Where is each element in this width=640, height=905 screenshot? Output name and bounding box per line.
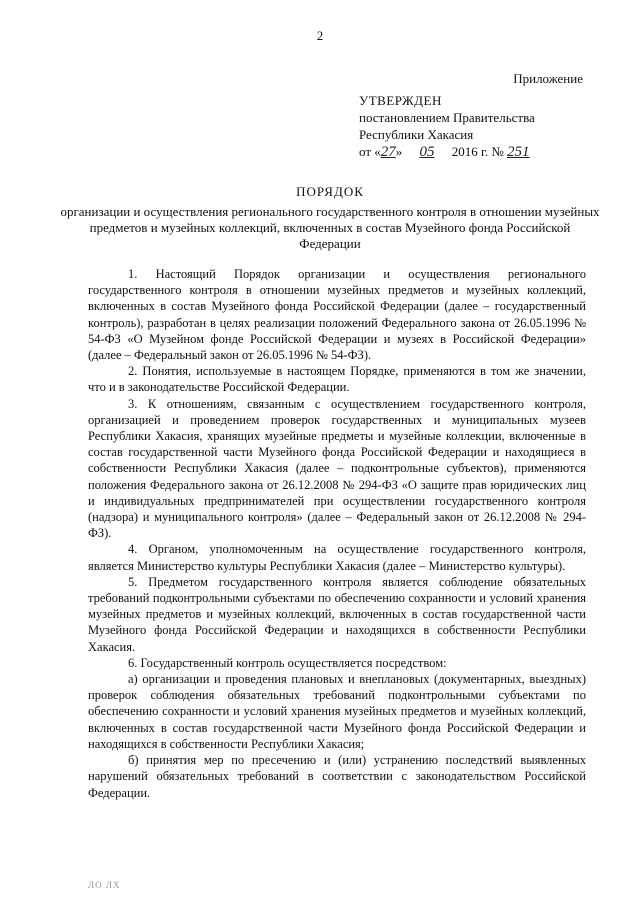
appendix-label: Приложение bbox=[513, 71, 583, 86]
paragraph-6: 6. Государственный контроль осуществляется посредством: bbox=[128, 655, 447, 670]
paragraph-6a: а) организации и проведения плановых и внеплановых (документарных, выездных) проверок соблюдения обязательных требований подконтрольными субъектами по обеспечению сохранности и условий хранения музейных предметов и музейных коллекций, включенных в состав государственной части Музейного фонда Российской Федерации и находящихся в собственности Республики Хакасия; bbox=[88, 672, 586, 751]
approval-stamp bbox=[359, 70, 589, 161]
date-prefix: от « bbox=[359, 144, 381, 159]
document-body bbox=[88, 266, 586, 801]
paragraph-1: 1. Настоящий Порядок организации и осуществления регионального государственного контроля в отношении музейных предметов и музейных коллекций, включенных в состав Музейного фонда Российской Федерации (далее – государственный контроль), разработан в целях реализации положений Федерального закона от 26.05.1996 № 54-ФЗ «О Музейном фонде Российской Федерации и музеях в Российской Федерации» (далее – Федеральный закон от 26.05.1996 № 54-ФЗ). bbox=[88, 267, 586, 363]
date-year: 2016 г. № bbox=[451, 144, 504, 159]
paragraph-5: 5. Предметом государственного контроля является соблюдение обязательных требований подконтрольными субъектами по обеспечению сохранности и условий хранения музейных предметов и музейных коллекций, включенных в состав государственной части Музейного фонда Российской Федерации и находящихся в собственности Республики Хакасия. bbox=[88, 574, 586, 654]
approval-date-line bbox=[359, 143, 589, 161]
date-mid: » bbox=[395, 144, 403, 159]
approval-line-2: Республики Хакасия bbox=[359, 127, 474, 142]
document-title: ПОРЯДОК bbox=[296, 184, 364, 199]
document-title-block bbox=[60, 184, 600, 252]
date-month: 05 bbox=[419, 144, 435, 160]
paragraph-4: 4. Органом, уполномоченным на осуществление государственного контроля, является Министерство культуры Республики Хакасия (далее – Министерство культуры). bbox=[88, 542, 586, 573]
approved-label: УТВЕРЖДЕН bbox=[359, 93, 442, 108]
footer-mark: ЛО ЛХ bbox=[88, 880, 121, 890]
document-subtitle: организации и осуществления регионального государственного контроля в отношении музейных предметов и музейных коллекций, включенных в состав Музейного фонда Российской Федерации bbox=[60, 204, 600, 251]
decree-number: 251 bbox=[507, 144, 530, 160]
date-day: 27 bbox=[380, 144, 396, 160]
page-number: 2 bbox=[316, 28, 324, 43]
paragraph-6b: б) принятия мер по пресечению и (или) устранению последствий выявленных нарушений обязательных требований в соответствии с законодательством Российской Федерации. bbox=[88, 753, 586, 800]
approval-line-1: постановлением Правительства bbox=[359, 110, 535, 125]
paragraph-3: 3. К отношениям, связанным с осуществлением государственного контроля, организацией и проведением проверок государственных и муниципальных музеев Республики Хакасия, хранящих музейные предметы и музейные коллекции, включенные в состав государственной части Музейного фонда Российской Федерации и находящиеся в собственности Республики Хакасия (далее – подконтрольные субъектов), применяются положения Федерального закона от 26.12.2008 № 294-ФЗ «О защите прав юридических лиц и индивидуальных предпринимателей при осуществлении государственного контроля (надзора) и муниципального контроля» (далее – Федеральный закон от 26.12.2008 № 294-ФЗ). bbox=[88, 396, 586, 541]
paragraph-2: 2. Понятия, используемые в настоящем Порядке, применяются в том же значении, что и в законодательстве Российской Федерации. bbox=[88, 364, 586, 395]
